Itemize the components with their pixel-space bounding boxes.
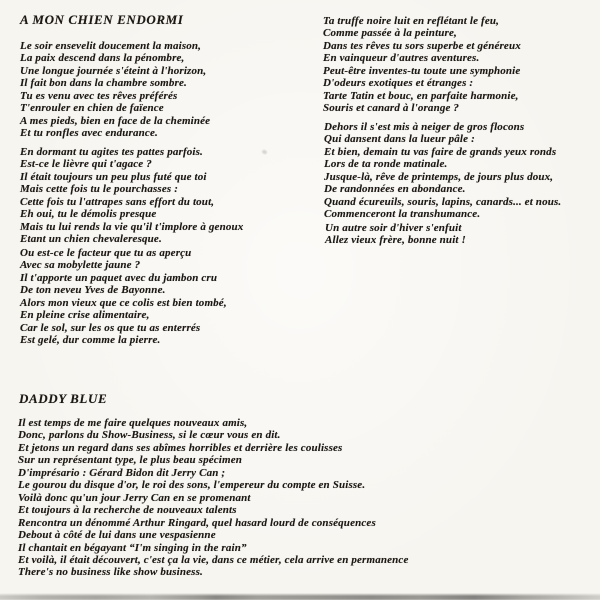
lyric-line: Qui dansent dans la lueur pâle : <box>324 133 475 146</box>
lyric-line: Quand écureuils, souris, lapins, canards... et nous. <box>324 195 562 208</box>
stanza-daddy-blue <box>18 417 408 579</box>
lyric-line: Il est temps de me faire quelques nouveaux amis, <box>18 417 248 429</box>
lyric-line: La paix descend dans la pénombre, <box>20 52 185 65</box>
lyric-line: De randonnées en abondance. <box>324 183 466 196</box>
lyric-line: Mais cette fois tu le pourchasses : <box>20 183 179 196</box>
lyric-line: En vainqueur d'autres aventures. <box>323 52 480 65</box>
lyric-line: Il chantait en bégayant “I'm singing in the rain” <box>18 541 247 554</box>
lyric-line: Commenceront la transhumance. <box>324 208 481 221</box>
lyric-line: Alors mon vieux que ce colis est bien tombé, <box>20 296 227 309</box>
lyric-line: Ou est-ce le facteur que tu as aperçu <box>20 247 192 259</box>
lyric-line: Comme passée à la peinture, <box>323 27 457 40</box>
lyric-line: Il était toujours un peu plus futé que toi <box>20 170 207 183</box>
song-title-a-mon-chien-endormi: A MON CHIEN ENDORMI <box>20 12 184 27</box>
stanza-left-2 <box>20 146 243 246</box>
lyric-line: Une longue journée s'éteint à l'horizon, <box>20 64 207 77</box>
lyric-line: Etant un chien chevaleresque. <box>20 233 162 246</box>
lyric-line: Cette fois tu l'attrapes sans effort du tout, <box>20 195 215 208</box>
lyric-line: Rencontra un dénommé Arthur Ringard, quel hasard lourd de conséquences <box>18 516 376 529</box>
lyric-line: D'imprésario : Gérard Bidon dit Jerry Can ; <box>18 466 226 479</box>
lyric-line: Tarte Tatin et bouc, en parfaite harmonie, <box>323 89 519 102</box>
stanza-left-1 <box>20 40 210 140</box>
lyric-line: De ton neveu Yves de Bayonne. <box>20 284 166 297</box>
lyric-line: Jusque-là, rêve de printemps, de jours plus doux, <box>324 170 554 183</box>
lyric-line: En dormant tu agites tes pattes parfois. <box>20 146 203 158</box>
lyric-line: En pleine crise alimentaire, <box>20 309 150 322</box>
lyric-line: Et voilà, il était découvert, c'est ça la vie, dans ce métier, cela arrive en permanence <box>18 553 409 566</box>
lyric-line: Souris et canard à l'orange ? <box>323 102 460 115</box>
lyric-line: Sur un représentant type, le plus beau spécimen <box>18 454 243 467</box>
lyric-line: T'enrouler en chien de faïence <box>20 102 164 115</box>
lyric-line: Et tu ronfles avec endurance. <box>20 127 158 140</box>
lyric-line: Avec sa mobylette jaune ? <box>20 259 141 272</box>
stanza-right-1 <box>323 15 521 115</box>
lyric-line: Eh oui, tu le démolis presque <box>20 208 157 221</box>
lyric-line: Tu es venu avec tes rêves préférés <box>20 89 178 102</box>
lyric-line: Car le sol, sur les os que tu as enterrés <box>20 321 201 334</box>
lyric-line: Le soir ensevelit doucement la maison, <box>20 40 202 52</box>
lyric-line: D'odeurs exotiques et étranges : <box>323 77 474 90</box>
lyric-line: Allez vieux frère, bonne nuit ! <box>325 234 466 247</box>
lyric-line: Est-ce le lièvre qui t'agace ? <box>20 158 152 171</box>
lyric-line: Le gourou du disque d'or, le roi des sons, l'empereur du compte en Suisse. <box>18 479 366 492</box>
lyric-line: Il fait bon dans la chambre sombre. <box>20 77 187 90</box>
lyric-line: Et bien, demain tu vas faire de grands yeux ronds <box>324 145 557 158</box>
lyric-line: Voilà donc qu'un jour Jerry Can en se promenant <box>18 491 251 504</box>
lyric-line: Peut-être inventes-tu toute une symphonie <box>323 64 521 77</box>
lyric-line: Et toujours à la recherche de nouveaux talents <box>18 504 237 517</box>
lyric-line: Et jetons un regard dans ses abîmes horribles et derrière les coulisses <box>18 441 343 454</box>
scan-bottom-edge <box>0 593 600 600</box>
stanza-right-2 <box>324 121 561 221</box>
lyric-line: A mes pieds, bien en face de la cheminée <box>20 114 211 127</box>
lyric-line: Est gelé, dur comme la pierre. <box>20 334 161 347</box>
song-title-daddy-blue: DADDY BLUE <box>19 391 108 406</box>
lyric-line: Lors de ta ronde matinale. <box>324 158 448 171</box>
stanza-left-3 <box>20 247 227 347</box>
stanza-right-3 <box>325 222 466 247</box>
lyric-line: Un autre soir d'hiver s'enfuit <box>325 222 462 234</box>
lyric-line: Dehors il s'est mis à neiger de gros flocons <box>324 121 525 133</box>
lyric-line: Dans tes rêves tu sors superbe et généreux <box>323 39 521 52</box>
scan-speck <box>261 149 267 155</box>
lyric-line: There's no business like show business. <box>18 566 203 579</box>
lyric-line: Mais tu lui rends la vie qu'il t'implore à genoux <box>20 220 244 233</box>
lyric-line: Ta truffe noire luit en reflétant le feu, <box>323 15 500 27</box>
lyric-line: Il t'apporte un paquet avec du jambon cru <box>20 271 218 284</box>
lyric-line: Donc, parlons du Show-Business, si le cœur vous en dit. <box>18 429 281 442</box>
lyric-line: Debout à côté de lui dans une vespasienne <box>18 529 216 542</box>
